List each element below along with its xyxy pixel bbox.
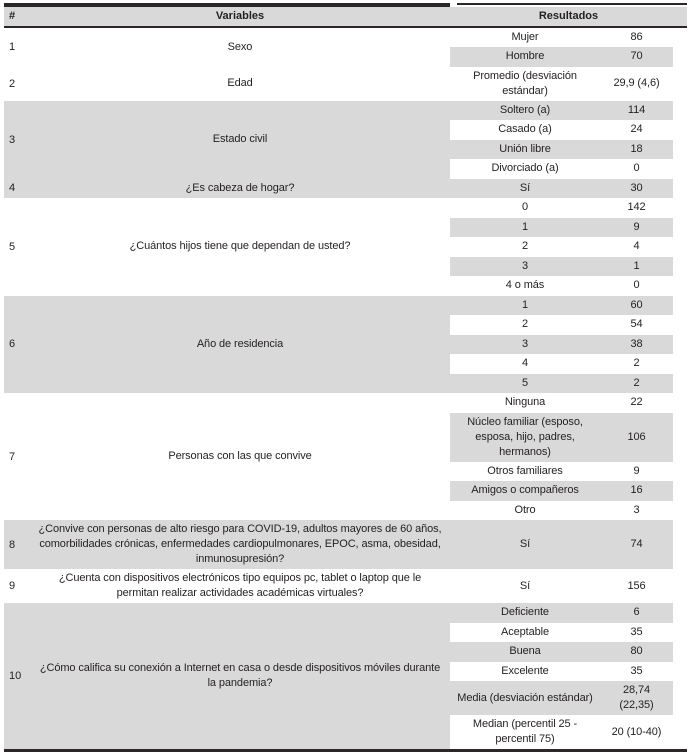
result-label-cell: 1 [521,298,529,311]
result-subrow [450,296,673,316]
variable-cell: ¿Cuántos hijos tiene que dependan de usted? [30,198,450,296]
variable-cell: Año de residencia [30,296,450,394]
result-label-cell: Buena [509,645,541,658]
results-cell-stack [450,28,673,67]
result-label-cell: 2 [521,318,529,331]
result-value-cell: 3 [633,503,640,516]
table-row-group [4,296,673,394]
result-label-cell: Otros familiares [487,464,563,477]
row-number-cell: 2 [4,67,30,101]
result-subrow [450,237,673,257]
result-label-cell: Excelente [501,664,549,677]
result-label-cell: Hombre [505,50,545,63]
variable-cell: Personas con las que convive [30,393,450,520]
variable-cell: Edad [30,67,450,101]
table-row-group [4,28,673,67]
result-subrow [450,198,673,218]
row-number-cell: 1 [4,28,30,67]
result-subrow [450,159,673,179]
header-variables-column: Variables [215,10,265,22]
result-value-cell: 2 [633,357,640,370]
result-value-cell: 106 [627,430,646,443]
table-row-group [4,67,673,101]
top-rule-left-segment [4,3,450,7]
result-label-cell: Median (percentil 25 - percentil 75) [472,718,578,746]
table-header-row [4,7,687,26]
table-row-group [4,393,673,520]
top-rule-gap [450,3,457,5]
result-value-cell: 4 [633,240,640,253]
row-number-cell: 6 [4,296,30,394]
result-label-cell: 1 [521,220,529,233]
top-rule-right-segment [457,3,687,5]
table-row-group [4,520,673,569]
result-value-cell: 22 [630,396,643,409]
result-label-cell: Unión libre [499,142,551,155]
variable-cell: ¿Convive con personas de alto riesgo para COVID-19, adultos mayores de 60 años, comorbilidades crónicas, enfermedades cardiopulmonares, EPOC, asma, obesidad, inmunosupresión? [30,520,450,569]
result-subrow [450,393,673,413]
result-value-cell: 114 [627,103,646,116]
results-cell-stack [450,520,673,569]
result-label-cell: Aceptable [500,625,550,638]
result-value-cell: 142 [627,201,646,214]
result-subrow [450,354,673,374]
result-label-cell: Otro [514,503,536,516]
result-label-cell: 0 [521,201,529,214]
result-value-cell: 9 [633,220,640,233]
result-label-cell: Promedio (desviación estándar) [473,69,577,97]
result-value-cell: 74 [630,538,643,551]
result-value-cell: 156 [627,579,646,592]
variable-cell: Sexo [30,28,450,67]
result-value-cell: 9 [633,464,640,477]
variable-cell: ¿Es cabeza de hogar? [30,179,450,199]
results-cell-stack [450,101,673,179]
result-subrow [450,681,673,715]
result-subrow [450,715,673,749]
result-label-cell: Mujer [511,30,539,43]
table-row-group [4,101,673,179]
result-value-cell: 54 [630,318,643,331]
table-row-group [4,198,673,296]
result-value-cell: 0 [633,279,640,292]
results-cell-stack [450,393,673,520]
result-subrow [450,140,673,160]
header-resultados-column: Resultados [538,10,599,22]
result-label-cell: Divorciado (a) [491,162,559,175]
result-label-cell: Ninguna [504,396,546,409]
result-label-cell: Sí [519,181,531,194]
result-subrow [450,501,673,521]
result-subrow [450,569,673,603]
table-row-group [4,569,673,603]
result-subrow [450,374,673,394]
result-label-cell: Deficiente [501,606,549,619]
result-value-cell: 24 [630,123,643,136]
result-value-cell: 1 [633,259,640,272]
result-subrow [450,315,673,335]
result-subrow [450,642,673,662]
row-number-cell: 8 [4,520,30,569]
result-subrow [450,218,673,238]
result-subrow [450,120,673,140]
results-cell-stack [450,569,673,603]
result-label-cell: Amigos o compañeros [471,484,579,497]
row-number-cell: 9 [4,569,30,603]
result-value-cell: 35 [630,625,643,638]
row-number-cell: 3 [4,101,30,179]
result-value-cell: 6 [633,606,640,619]
result-value-cell: 29,9 (4,6) [613,77,660,90]
results-cell-stack [450,603,673,749]
results-cell-stack [450,296,673,394]
row-number-cell: 10 [4,603,30,749]
result-value-cell: 20 (10-40) [611,725,662,738]
result-label-cell: 4 o más [505,279,545,292]
result-subrow [450,481,673,501]
result-value-cell: 86 [630,30,643,43]
result-value-cell: 35 [630,664,643,677]
result-value-cell: 70 [630,50,643,63]
table-row-group [4,603,673,749]
result-label-cell: 2 [521,240,529,253]
result-value-cell: 0 [633,162,640,175]
header-number-column: # [9,10,16,22]
result-subrow [450,47,673,67]
result-subrow [450,603,673,623]
results-cell-stack [450,179,673,199]
result-value-cell: 60 [630,298,643,311]
result-value-cell: 16 [630,484,643,497]
results-cell-stack [450,67,673,101]
result-label-cell: Sí [519,579,531,592]
result-subrow [450,662,673,682]
table-bottom-rule [4,749,687,752]
result-label-cell: 3 [521,259,529,272]
result-subrow [450,179,673,199]
result-value-cell: 38 [630,337,643,350]
row-number-cell: 4 [4,179,30,199]
result-subrow [450,257,673,277]
result-subrow [450,101,673,121]
result-subrow [450,520,673,569]
variable-cell: ¿Cuenta con dispositivos electrónicos tipo equipos pc, tablet o laptop que le permitan realizar actividades académicas virtuales? [30,569,450,603]
result-value-cell: 80 [630,645,643,658]
result-value-cell: 30 [630,181,643,194]
table-row-group [4,179,673,199]
variable-cell: Estado civil [30,101,450,179]
row-number-cell: 7 [4,393,30,520]
results-cell-stack [450,198,673,296]
result-label-cell: Casado (a) [498,123,552,136]
result-label-cell: Media (desviación estándar) [457,691,593,704]
result-subrow [450,413,673,462]
result-subrow [450,623,673,643]
result-label-cell: 3 [521,337,529,350]
table-body [4,28,673,750]
result-subrow [450,28,673,48]
result-subrow [450,462,673,482]
result-value-cell: 28,74 (22,35) [619,684,654,712]
variable-cell: ¿Cómo califica su conexión a Internet en casa o desde dispositivos móviles durante la pandemia? [30,603,450,749]
result-label-cell: 5 [521,376,529,389]
variables-results-table [4,3,687,752]
row-number-cell: 5 [4,198,30,296]
result-label-cell: Núcleo familiar (esposo, esposa, hijo, padres, hermanos) [467,415,583,458]
result-label-cell: Sí [519,538,531,551]
result-label-cell: 4 [521,357,529,370]
result-subrow [450,67,673,101]
result-value-cell: 18 [630,142,643,155]
result-value-cell: 2 [633,376,640,389]
result-label-cell: Soltero (a) [499,103,551,116]
result-subrow [450,276,673,296]
result-subrow [450,335,673,355]
